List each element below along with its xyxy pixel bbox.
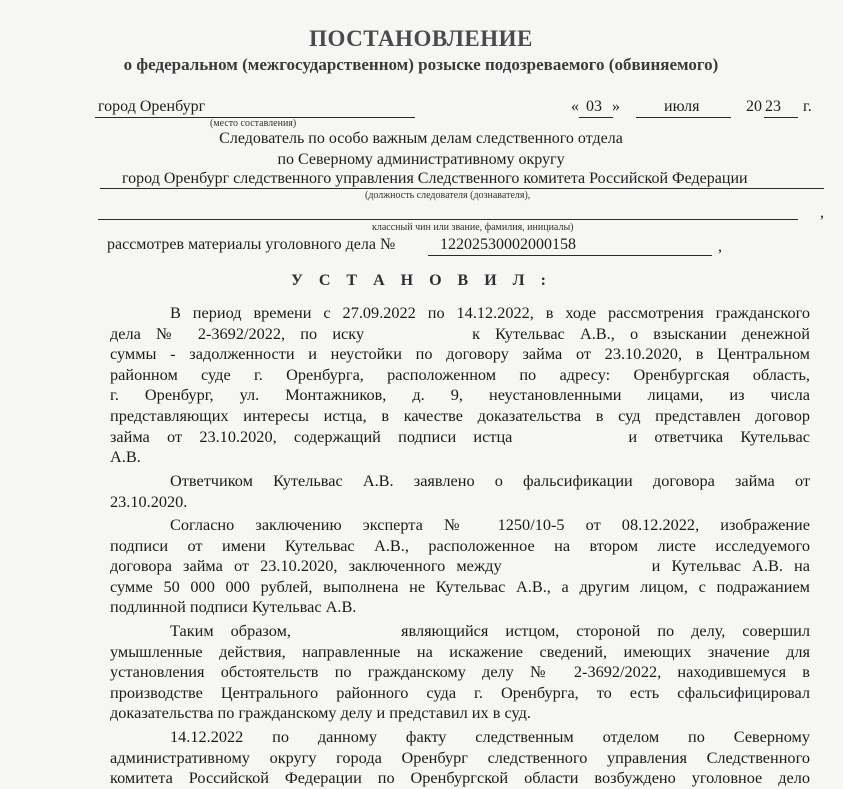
p4-line: установления обстоятельств по гражданскому делу № 2-3692/2022, находившемуся в (110, 662, 810, 682)
p4-line: производстве Центрального районного суда г. Оренбурга, то есть сфальсифицировал (110, 682, 810, 702)
day-field: 03 (586, 98, 602, 115)
position-caption: (должность следователя (дознавателя), (365, 190, 531, 201)
rank-caption: классный чин или звание, фамилия, инициалы) (372, 222, 574, 233)
p2-line: 23.10.2020. (110, 491, 188, 511)
p1-text: к Кутельвас А.В., о взыскании денежной (472, 323, 811, 343)
p1-line: В период времени с 27.09.2022 по 14.12.2022, в ходе рассмотрения гражданского (170, 303, 810, 322)
p3-line: подписи от имени Кутельвас А.В., расположенное на втором листе исследуемого (110, 535, 810, 555)
rank-trailing-comma: , (820, 204, 824, 221)
p3-text: и Кутельвас А.В. на (651, 556, 810, 576)
established-heading: У С Т А Н О В И Л : (291, 272, 552, 289)
p1-text: дела № 2-3692/2022, по иску (110, 323, 365, 343)
investigator-line-2: по Северному административному округу (277, 151, 565, 168)
p4-line: умышленные действия, направленные на искажение сведений, имеющих значение для (110, 641, 810, 661)
p1-line: районном суде г. Оренбурга, расположенном по адресу: Оренбургская область, (110, 364, 810, 384)
p5-line: 14.12.2022 по данному факту следственным отделом по Северному (170, 727, 810, 746)
p1-line: представляющих интересы истца, в качестве доказательства в суд представлен договор (110, 405, 810, 425)
p1-text: займа от 23.10.2020, содержащий подписи истца (110, 426, 513, 446)
p1-line (110, 324, 810, 345)
p4-line (110, 621, 810, 642)
p4-text: являющийся истцом, стороной по делу, совершил (400, 621, 811, 640)
p4-text: Таким образом, (170, 621, 291, 640)
p4-line: доказательства по гражданскому делу и представил их в суд. (110, 703, 531, 723)
year-unit: г. (803, 98, 812, 115)
p1-text: и ответчика Кутельвас (628, 426, 810, 446)
p5-line: административному округу города Оренбург следственного управления Следственного (110, 747, 810, 767)
paragraph-3 (110, 515, 810, 618)
city-caption: (место составления) (210, 118, 297, 129)
day-underline (579, 117, 613, 118)
p1-line: г. Оренбург, ул. Монтажников, д. 9, неустановленными лицами, из числа (110, 385, 810, 405)
investigator-line-1: Следователь по особо важным делам следственного отдела (219, 130, 623, 147)
city-field: город Оренбург (98, 98, 206, 115)
document-title: ПОСТАНОВЛЕНИЕ (309, 26, 533, 51)
p1-line (110, 427, 810, 448)
p3-line: подлинной подписи Кутельвас А.В. (110, 597, 357, 617)
year-field: 23 (765, 98, 781, 115)
p3-text: договора займа от 23.10.2020, заключенного между (110, 556, 502, 576)
p3-line (110, 556, 810, 577)
investigator-underline (100, 188, 824, 189)
p5-line: комитета Российской Федерации по Оренбургской области возбуждено уголовное дело (110, 768, 810, 788)
case-number: 12202530002000158 (440, 236, 576, 253)
p3-line: сумме 50 000 000 рублей, выполнена не Кутельвас А.В., а другим лицом, с подражанием (110, 576, 810, 596)
rank-underline (98, 219, 798, 220)
year-prefix: 20 (746, 98, 762, 115)
p1-line: А.В. (110, 447, 141, 467)
case-label: рассмотрев материалы уголовного дела № (107, 236, 396, 253)
p1-line: суммы - задолженности и неустойки по договору займа от 23.10.2020, в Центральном (110, 344, 810, 364)
case-underline (428, 255, 712, 256)
investigator-line-3: город Оренбург следственного управления Следственного комитета Российской Федерации (122, 170, 748, 187)
paragraph-2 (110, 471, 810, 512)
paragraph-5 (110, 727, 810, 789)
case-trailing-comma: , (718, 238, 722, 255)
day-open-quote: « (571, 98, 579, 115)
month-underline (636, 117, 731, 118)
year-underline (764, 117, 798, 118)
month-field: июля (664, 98, 700, 115)
paragraph-4 (110, 621, 810, 724)
paragraph-1 (110, 303, 810, 468)
p2-line: Ответчиком Кутельвас А.В. заявлено о фальсификации договора займа от (170, 471, 810, 490)
day-close-quote: » (612, 98, 620, 115)
document-subtitle: о федеральном (межгосударственном) розыске подозреваемого (обвиняемого) (123, 55, 719, 74)
p3-line: Согласно заключению эксперта № 1250/10-5 от 08.12.2022, изображение (170, 515, 810, 534)
